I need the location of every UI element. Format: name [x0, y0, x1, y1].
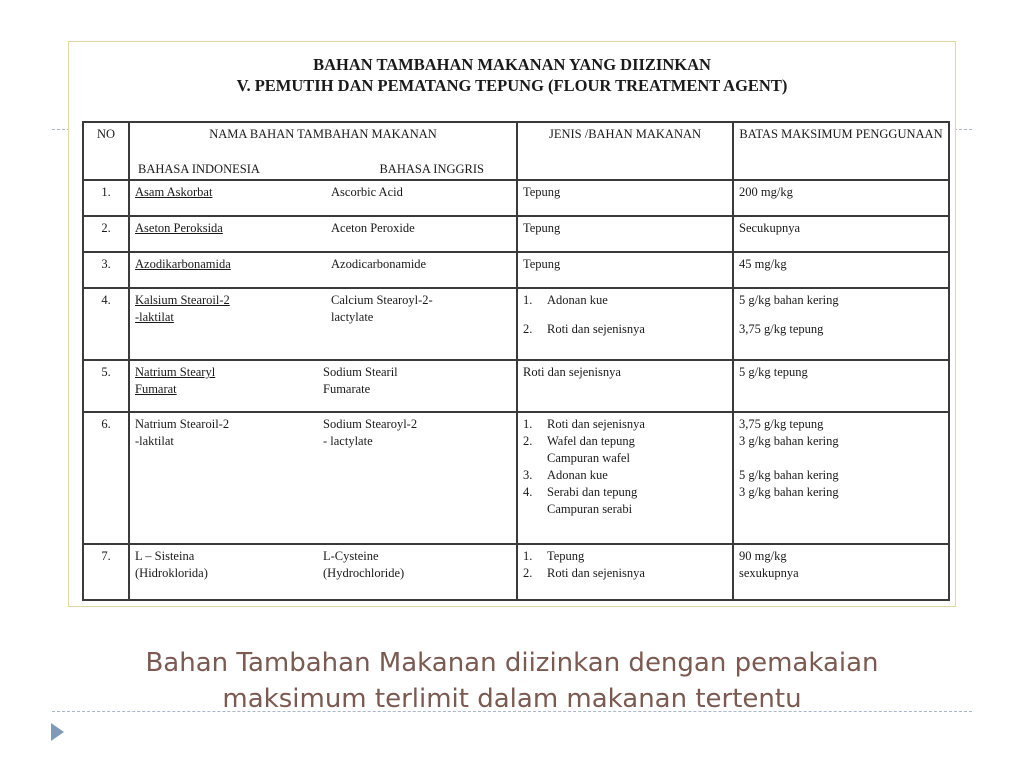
food-type: Tepung	[517, 180, 733, 216]
name-english: Calcium Stearoyl-2- lactylate	[331, 293, 433, 324]
title-line-2: V. PEMUTIH DAN PEMATANG TEPUNG (FLOUR TREATMENT AGENT)	[236, 76, 788, 95]
max-limit: 5 g/kg bahan kering 3,75 g/kg tepung	[733, 288, 949, 360]
table-row	[83, 180, 949, 216]
name-english: Sodium Stearil Fumarate	[323, 365, 398, 396]
row-no: 1.	[83, 180, 129, 216]
name-indonesian: Aseton Peroksida	[135, 221, 223, 235]
row-no: 2.	[83, 216, 129, 252]
row-names	[129, 180, 517, 216]
max-limit: Secukupnya	[733, 216, 949, 252]
food-type: 1. Tepung 2. Roti dan sejenisnya	[517, 544, 733, 600]
header-name-indonesian: BAHASA INDONESIA	[138, 162, 260, 176]
header-name-english: BAHASA INGGRIS	[379, 162, 484, 176]
row-no: 6.	[83, 412, 129, 544]
table-row	[83, 360, 949, 412]
food-type: Roti dan sejenisnya	[517, 360, 733, 412]
row-names	[129, 544, 517, 600]
slide-caption	[0, 645, 1024, 717]
name-indonesian: L – Sisteina (Hidroklorida)	[135, 549, 208, 580]
header-no: NO	[83, 122, 129, 180]
row-names	[129, 216, 517, 252]
name-english: L-Cysteine (Hydrochloride)	[323, 549, 405, 580]
max-limit: 3,75 g/kg tepung 3 g/kg bahan kering 5 g/kg bahan kering 3 g/kg bahan kering	[733, 412, 949, 544]
max-limit: 200 mg/kg	[733, 180, 949, 216]
row-names	[129, 360, 517, 412]
row-no: 3.	[83, 252, 129, 288]
row-names	[129, 252, 517, 288]
scanned-table-image	[68, 41, 956, 607]
header-name-label: NAMA BAHAN TAMBAHAN MAKANAN	[209, 127, 437, 141]
food-type: Tepung	[517, 216, 733, 252]
row-no: 5.	[83, 360, 129, 412]
header-max-limit: BATAS MAKSIMUM PENGGUNAAN	[733, 122, 949, 180]
table-header-row	[83, 122, 949, 180]
caption-line-2: maksimum terlimit dalam makanan tertentu	[222, 684, 802, 714]
food-type: 1. Adonan kue 2. Roti dan sejenisnya	[517, 288, 733, 360]
max-limit: 45 mg/kg	[733, 252, 949, 288]
name-indonesian: Asam Askorbat	[135, 185, 213, 199]
row-no: 4.	[83, 288, 129, 360]
name-english: Azodicarbonamide	[331, 257, 427, 271]
name-indonesian: Natrium Stearoil-2 -laktilat	[135, 417, 230, 448]
name-indonesian: Kalsium Stearoil-2 -laktilat	[135, 293, 230, 324]
bullet-arrow-icon	[51, 723, 64, 741]
max-limit: 5 g/kg tepung	[733, 360, 949, 412]
table-row	[83, 288, 949, 360]
row-no: 7.	[83, 544, 129, 600]
caption-line-1: Bahan Tambahan Makanan diizinkan dengan pemakaian	[145, 648, 879, 678]
table-row	[83, 412, 949, 544]
row-names	[129, 288, 517, 360]
food-type: Tepung	[517, 252, 733, 288]
name-indonesian: Azodikarbonamida	[135, 257, 231, 271]
name-english: Sodium Stearoyl-2 - lactylate	[323, 417, 418, 448]
table-row	[83, 216, 949, 252]
title-line-1: BAHAN TAMBAHAN MAKANAN YANG DIIZINKAN	[313, 55, 711, 74]
name-english: Ascorbic Acid	[331, 185, 403, 199]
table-row	[83, 252, 949, 288]
header-food-type: JENIS /BAHAN MAKANAN	[517, 122, 733, 180]
additives-table	[82, 121, 950, 601]
table-row	[83, 544, 949, 600]
header-name	[129, 122, 517, 180]
max-limit: 90 mg/kg sexukupnya	[733, 544, 949, 600]
food-type: 1. Roti dan sejenisnya 2. Wafel dan tepung Campuran wafel 3. Adonan kue 4. Serabi dan tepung Campuran serabi	[517, 412, 733, 544]
name-indonesian: Natrium Stearyl Fumarat	[135, 365, 216, 396]
name-english: Aceton Peroxide	[331, 221, 415, 235]
document-title	[69, 54, 955, 96]
row-names	[129, 412, 517, 544]
